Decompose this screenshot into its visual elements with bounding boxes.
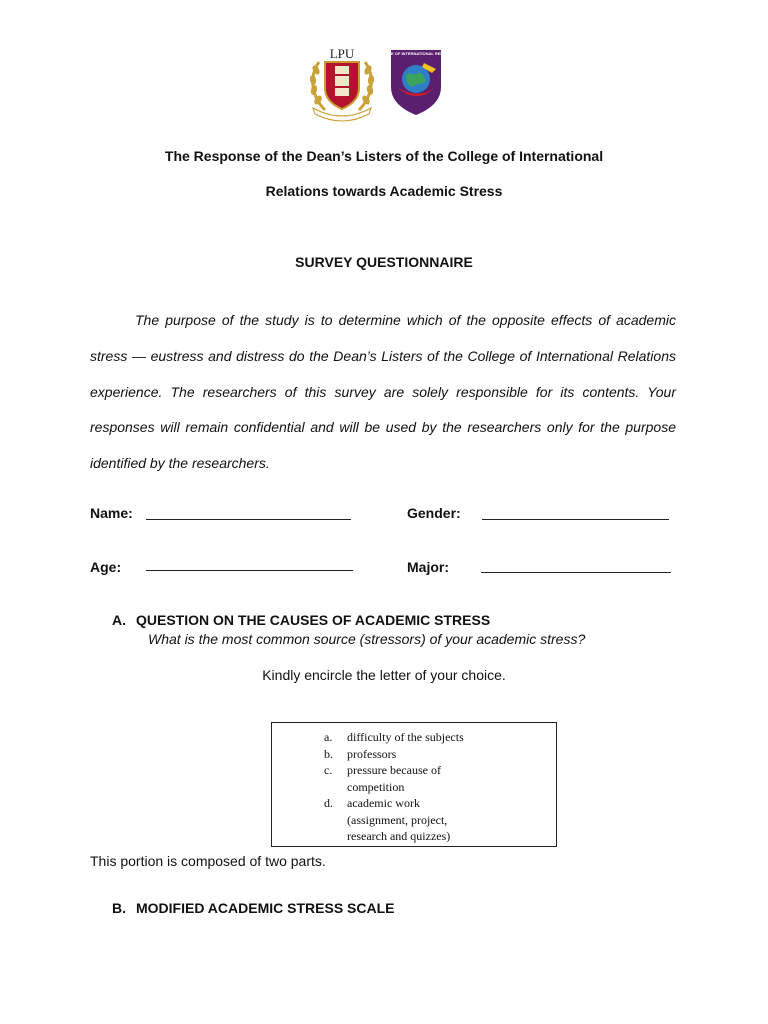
- document-title-line-2: Relations towards Academic Stress: [265, 183, 503, 199]
- parts-note: This portion is composed of two parts.: [90, 853, 326, 869]
- section-b-title: MODIFIED ACADEMIC STRESS SCALE: [136, 900, 395, 916]
- choice-text: pressure because of competition: [347, 763, 441, 794]
- age-label: Age:: [90, 559, 122, 575]
- name-label: Name:: [90, 505, 133, 521]
- lpu-logo: [307, 44, 377, 120]
- major-label: Major:: [407, 559, 449, 575]
- choice-item[interactable]: [272, 729, 556, 746]
- college-logo: [374, 47, 458, 117]
- section-a-letter: A.: [112, 612, 126, 628]
- lpu-logo-text: LPU: [329, 46, 355, 61]
- section-a-title: QUESTION ON THE CAUSES OF ACADEMIC STRESS: [136, 612, 491, 628]
- gender-field[interactable]: [482, 519, 669, 520]
- choices-list: [272, 723, 556, 845]
- college-logo-text: COLLEGE OF INTERNATIONAL RELATIONS: [374, 51, 458, 56]
- choice-letter[interactable]: c.: [324, 763, 333, 777]
- choice-letter[interactable]: a.: [324, 730, 333, 744]
- gender-label: Gender:: [407, 505, 461, 521]
- choice-letter[interactable]: b.: [324, 746, 333, 761]
- name-field[interactable]: [146, 519, 351, 520]
- choices-box: [271, 722, 557, 847]
- header-logos: [0, 44, 768, 124]
- section-a-heading: [112, 612, 490, 628]
- section-b-heading: [112, 900, 395, 916]
- choice-text: academic work (assignment, project, research and quizzes): [347, 796, 451, 843]
- choice-item[interactable]: [272, 762, 556, 795]
- choice-letter[interactable]: d.: [324, 796, 333, 810]
- document-title-line-1: The Response of the Dean’s Listers of the College of International: [164, 148, 604, 164]
- major-field[interactable]: [481, 572, 671, 573]
- section-b-letter: B.: [112, 900, 126, 916]
- choice-item[interactable]: [272, 746, 556, 763]
- survey-title: SURVEY QUESTIONNAIRE: [295, 254, 473, 270]
- choice-text: difficulty of the subjects: [347, 730, 464, 744]
- choice-text: professors: [347, 746, 397, 761]
- age-field[interactable]: [146, 570, 353, 571]
- purpose-paragraph: The purpose of the study is to determine which of the opposite effects of academic stress — eustress and distress do the Dean’s Listers of the College of International Relations experience. The researchers of this survey are solely responsible for its contents. Your responses will remain confidential and will be used by the researchers only for the purpose identified by the researchers.: [90, 312, 676, 472]
- instruction-text: Kindly encircle the letter of your choice.: [262, 667, 506, 683]
- question-text: What is the most common source (stressors) of your academic stress?: [148, 631, 586, 647]
- choice-item[interactable]: [272, 795, 556, 845]
